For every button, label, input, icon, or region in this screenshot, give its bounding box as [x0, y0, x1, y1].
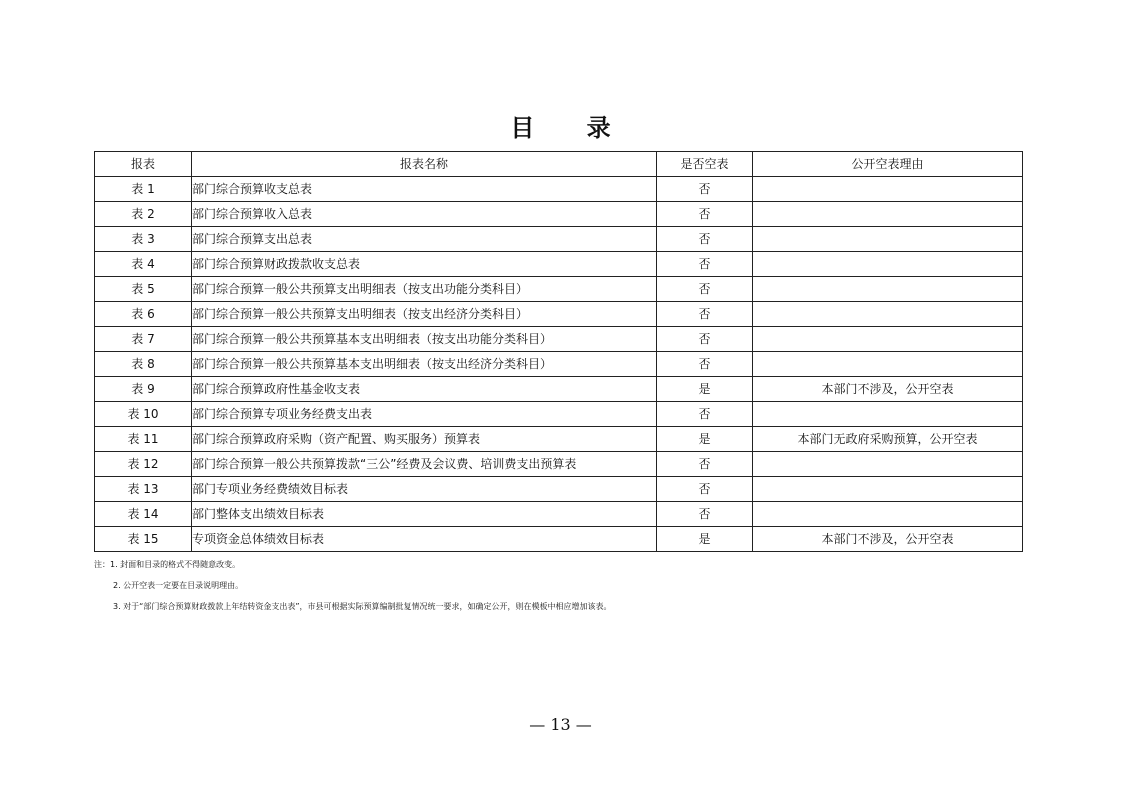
cell-report-name: 部门综合预算财政拨款收支总表	[192, 252, 657, 277]
table-row	[95, 252, 1023, 277]
cell-report-name: 部门综合预算一般公共预算拨款“三公”经费及会议费、培训费支出预算表	[192, 452, 657, 477]
cell-report-name: 部门综合预算政府性基金收支表	[192, 377, 657, 402]
cell-report-no: 表 2	[95, 202, 192, 227]
cell-report-no: 表 11	[95, 427, 192, 452]
cell-is-empty: 是	[657, 527, 753, 552]
cell-is-empty: 否	[657, 402, 753, 427]
table-header-row	[95, 152, 1023, 177]
table-row	[95, 527, 1023, 552]
cell-reason	[753, 477, 1023, 502]
table-row	[95, 277, 1023, 302]
cell-reason	[753, 302, 1023, 327]
table-row	[95, 402, 1023, 427]
cell-report-name: 部门综合预算一般公共预算支出明细表（按支出经济分类科目）	[192, 302, 657, 327]
document-title: 目 录	[510, 113, 633, 142]
cell-report-name: 专项资金总体绩效目标表	[192, 527, 657, 552]
notes-prefix: 注：	[94, 560, 110, 569]
cell-reason	[753, 177, 1023, 202]
cell-report-no: 表 8	[95, 352, 192, 377]
table-body	[95, 177, 1023, 552]
cell-report-name: 部门综合预算专项业务经费支出表	[192, 402, 657, 427]
cell-reason	[753, 502, 1023, 527]
table-row	[95, 202, 1023, 227]
cell-report-name: 部门综合预算一般公共预算支出明细表（按支出功能分类科目）	[192, 277, 657, 302]
cell-reason	[753, 277, 1023, 302]
cell-is-empty: 否	[657, 277, 753, 302]
cell-is-empty: 否	[657, 202, 753, 227]
header-reason: 公开空表理由	[753, 152, 1023, 177]
cell-is-empty: 否	[657, 502, 753, 527]
cell-is-empty: 否	[657, 327, 753, 352]
cell-is-empty: 否	[657, 477, 753, 502]
table-row	[95, 227, 1023, 252]
cell-reason	[753, 327, 1023, 352]
cell-is-empty: 否	[657, 252, 753, 277]
note-text: 3. 对于“部门综合预算财政拨款上年结转资金支出表”，市县可根据实际预算编制批复情况统一要求，如确定公开，则在模板中相应增加该表。	[113, 602, 612, 611]
cell-reason	[753, 252, 1023, 277]
cell-report-name: 部门综合预算一般公共预算基本支出明细表（按支出功能分类科目）	[192, 327, 657, 352]
cell-reason	[753, 227, 1023, 252]
cell-reason: 本部门无政府采购预算，公开空表	[753, 427, 1023, 452]
header-report-no: 报表	[95, 152, 192, 177]
cell-report-no: 表 12	[95, 452, 192, 477]
header-report-name: 报表名称	[192, 152, 657, 177]
cell-is-empty: 否	[657, 227, 753, 252]
cell-is-empty: 否	[657, 452, 753, 477]
cell-report-name: 部门综合预算收支总表	[192, 177, 657, 202]
header-is-empty: 是否空表	[657, 152, 753, 177]
cell-report-no: 表 3	[95, 227, 192, 252]
cell-report-no: 表 10	[95, 402, 192, 427]
cell-report-name: 部门整体支出绩效目标表	[192, 502, 657, 527]
cell-is-empty: 否	[657, 352, 753, 377]
table-row	[95, 502, 1023, 527]
table-row	[95, 477, 1023, 502]
cell-report-name: 部门综合预算政府采购（资产配置、购买服务）预算表	[192, 427, 657, 452]
table-row	[95, 302, 1023, 327]
cell-reason	[753, 452, 1023, 477]
cell-is-empty: 是	[657, 427, 753, 452]
cell-report-no: 表 14	[95, 502, 192, 527]
cell-is-empty: 否	[657, 302, 753, 327]
cell-report-no: 表 9	[95, 377, 192, 402]
cell-report-no: 表 4	[95, 252, 192, 277]
cell-report-name: 部门专项业务经费绩效目标表	[192, 477, 657, 502]
notes-section	[94, 559, 1022, 622]
note-item	[94, 559, 1022, 580]
cell-reason	[753, 352, 1023, 377]
cell-report-no: 表 15	[95, 527, 192, 552]
note-item	[94, 601, 1022, 622]
table-row	[95, 377, 1023, 402]
cell-report-name: 部门综合预算收入总表	[192, 202, 657, 227]
cell-report-name: 部门综合预算一般公共预算基本支出明细表（按支出经济分类科目）	[192, 352, 657, 377]
note-text: 1. 封面和目录的格式不得随意改变。	[110, 560, 241, 569]
cell-is-empty: 否	[657, 177, 753, 202]
table-row	[95, 327, 1023, 352]
table-row	[95, 177, 1023, 202]
table-row	[95, 452, 1023, 477]
cell-report-no: 表 7	[95, 327, 192, 352]
cell-reason: 本部门不涉及，公开空表	[753, 377, 1023, 402]
table-row	[95, 427, 1023, 452]
cell-report-no: 表 5	[95, 277, 192, 302]
cell-reason: 本部门不涉及，公开空表	[753, 527, 1023, 552]
table-row	[95, 352, 1023, 377]
note-text: 2. 公开空表一定要在目录说明理由。	[113, 581, 244, 590]
toc-table	[94, 151, 1023, 552]
cell-report-no: 表 6	[95, 302, 192, 327]
page-number: — 13 —	[529, 715, 592, 734]
cell-reason	[753, 402, 1023, 427]
cell-report-no: 表 1	[95, 177, 192, 202]
cell-report-name: 部门综合预算支出总表	[192, 227, 657, 252]
cell-report-no: 表 13	[95, 477, 192, 502]
note-item	[94, 580, 1022, 601]
cell-is-empty: 是	[657, 377, 753, 402]
cell-reason	[753, 202, 1023, 227]
